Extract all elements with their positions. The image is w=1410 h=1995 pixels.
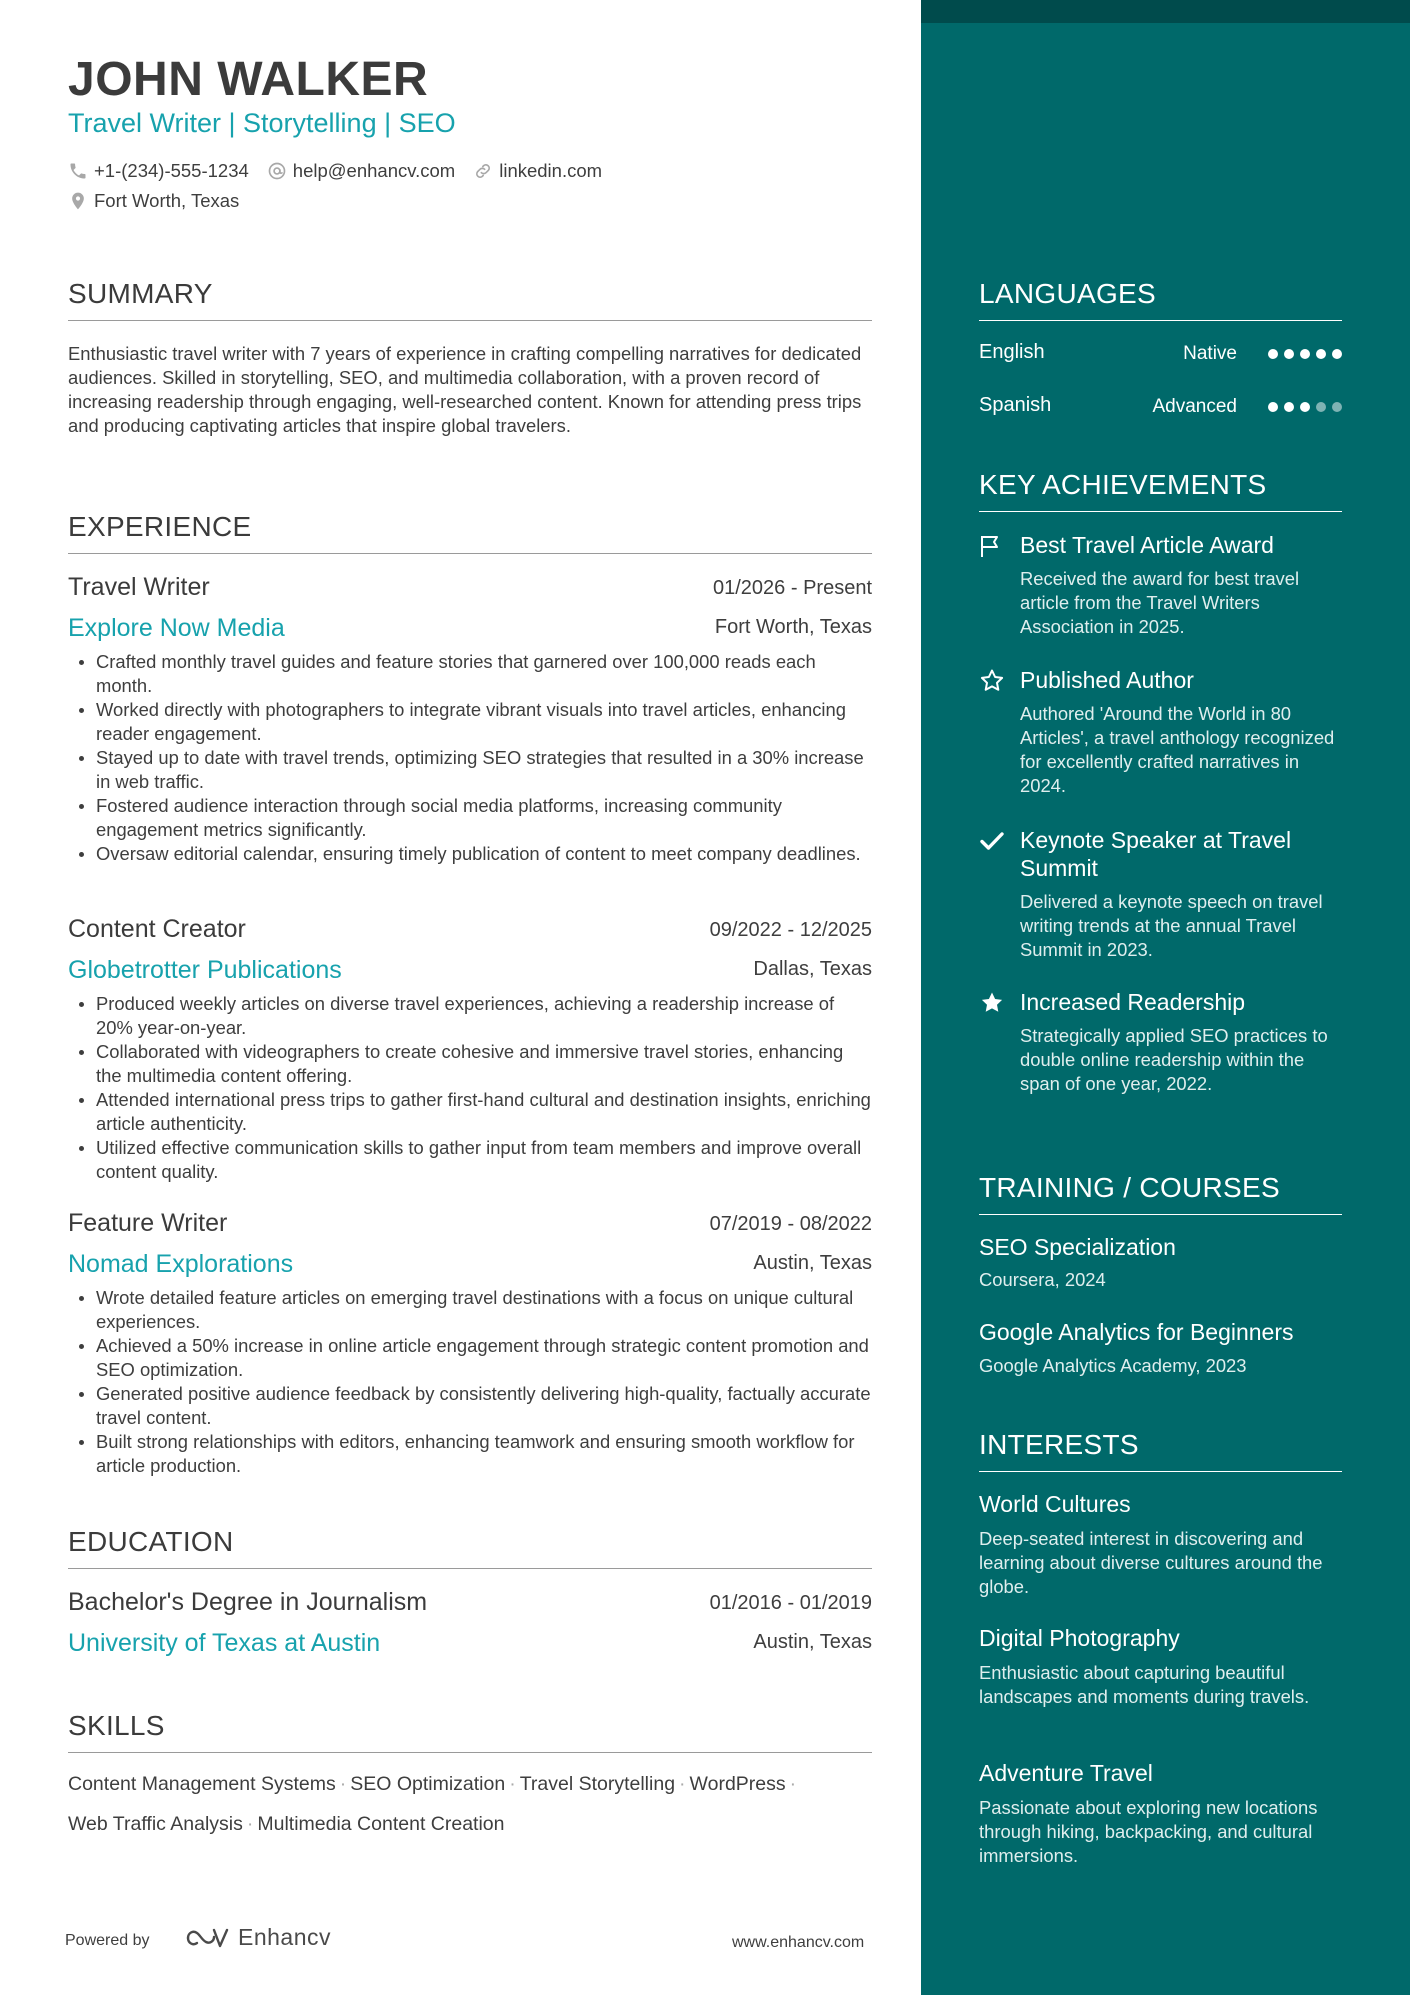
at-icon: [267, 161, 287, 181]
skill-tag: Web Traffic Analysis: [68, 1813, 243, 1835]
phone-text: +1-(234)-555-1234: [94, 160, 249, 181]
job-company: Nomad Explorations: [68, 1250, 294, 1278]
candidate-name: JOHN WALKER: [68, 53, 429, 106]
rating-dot-filled: [1332, 349, 1342, 359]
location-pin-icon: [68, 191, 88, 211]
flag-icon: [979, 533, 1005, 559]
achievement-title: Increased Readership: [1020, 989, 1246, 1015]
footer-url[interactable]: www.enhancv.com: [732, 1934, 865, 1951]
link-icon: [473, 161, 493, 181]
training-heading: TRAINING / COURSES: [979, 1172, 1342, 1215]
bullet-item: Fostered audience interaction through social media platforms, increasing community engagement metrics significantly.: [68, 794, 872, 842]
bullet-item: Crafted monthly travel guides and feature stories that garnered over 100,000 reads each month.: [68, 650, 872, 698]
bullet-item: Built strong relationships with editors, enhancing teamwork and ensuring smooth workflow for article production.: [68, 1430, 872, 1478]
job-location: Dallas, Texas: [753, 958, 872, 980]
skill-tag: Multimedia Content Creation: [257, 1813, 505, 1835]
bullet-item: Collaborated with videographers to create cohesive and immersive travel stories, enhancing the multimedia content offering.: [68, 1040, 872, 1088]
language-row: [979, 341, 1342, 367]
education-dates: 01/2016 - 01/2019: [709, 1592, 872, 1614]
bullet-item: Achieved a 50% increase in online article engagement through strategic content promotion and SEO optimization.: [68, 1334, 872, 1382]
interest-desc: Deep-seated interest in discovering and learning about diverse cultures around the globe.: [979, 1528, 1323, 1597]
rating-dot-filled: [1268, 402, 1278, 412]
experience-heading: EXPERIENCE: [68, 511, 872, 554]
star-outline-icon: [979, 668, 1005, 694]
course-provider: Google Analytics Academy, 2023: [979, 1355, 1247, 1376]
achievement-title: Published Author: [1020, 667, 1194, 693]
contact-row-2: [68, 190, 239, 212]
job-dates: 09/2022 - 12/2025: [709, 919, 872, 941]
skill-tag: SEO Optimization: [350, 1773, 506, 1795]
sidebar-top-bar: [921, 0, 1410, 23]
achievements-heading: KEY ACHIEVEMENTS: [979, 469, 1342, 512]
enhancv-logo-icon: [184, 1925, 232, 1951]
course-title: SEO Specialization: [979, 1234, 1176, 1260]
skill-tag: Travel Storytelling: [519, 1773, 676, 1795]
enhancv-brand: Enhancv: [238, 1924, 332, 1950]
job-bullets: [68, 992, 872, 1184]
achievement-title: Keynote Speaker at Travel Summit: [1020, 827, 1292, 881]
summary-text: Enthusiastic travel writer with 7 years of experience in crafting compelling narratives for dedicated audiences. Skilled in storytelling, SEO, and multimedia collaboration, with a proven record of increasing readership through engaging, well-researched content. Known for attending press trips and producing captivating articles that inspire global travelers.: [68, 343, 862, 436]
language-rating: [1268, 349, 1342, 359]
rating-dot-empty: [1332, 402, 1342, 412]
job-bullets: [68, 1286, 872, 1478]
summary-heading: SUMMARY: [68, 278, 872, 321]
linkedin-text: linkedin.com: [499, 160, 603, 181]
job-title: Content Creator: [68, 915, 246, 943]
interest-title: Adventure Travel: [979, 1760, 1153, 1786]
rating-dot-empty: [1316, 402, 1326, 412]
course-provider: Coursera, 2024: [979, 1269, 1106, 1290]
skill-tag: Content Management Systems: [68, 1773, 336, 1795]
rating-dot-filled: [1284, 349, 1294, 359]
job-dates: 07/2019 - 08/2022: [709, 1213, 872, 1235]
bullet-item: Generated positive audience feedback by consistently delivering high-quality, factually accurate travel content.: [68, 1382, 872, 1430]
phone-icon: [68, 161, 88, 181]
rating-dot-filled: [1316, 349, 1326, 359]
interest-desc: Enthusiastic about capturing beautiful landscapes and moments during travels.: [979, 1662, 1310, 1707]
contact-row-1: [68, 160, 602, 182]
language-level: Native: [1183, 343, 1237, 364]
rating-dot-filled: [1284, 402, 1294, 412]
contact-location: [68, 190, 239, 212]
email-text: help@enhancv.com: [292, 160, 456, 181]
powered-by-label: Powered by: [65, 1932, 150, 1949]
interest-title: Digital Photography: [979, 1625, 1180, 1651]
checkmark-icon: [979, 828, 1005, 854]
contact-phone[interactable]: [68, 160, 249, 182]
bullet-item: Oversaw editorial calendar, ensuring timely publication of content to meet company deadlines.: [68, 842, 872, 866]
school-location: Austin, Texas: [753, 1631, 872, 1653]
star-filled-icon: [979, 990, 1005, 1016]
interest-desc: Passionate about exploring new locations through hiking, backpacking, and cultural immersions.: [979, 1797, 1318, 1866]
skills-heading: SKILLS: [68, 1710, 872, 1753]
language-rating: [1268, 402, 1342, 412]
skill-tag: WordPress: [689, 1773, 786, 1795]
achievement-desc: Received the award for best travel article from the Travel Writers Association in 2025.: [1020, 568, 1300, 637]
bullet-item: Stayed up to date with travel trends, optimizing SEO strategies that resulted in a 30% increase in web traffic.: [68, 746, 872, 794]
job-location: Austin, Texas: [753, 1252, 872, 1274]
achievement-title: Best Travel Article Award: [1020, 532, 1274, 558]
achievement-desc: Strategically applied SEO practices to double online readership within the span of one year, 2022.: [1020, 1025, 1328, 1094]
interest-title: World Cultures: [979, 1491, 1131, 1517]
job-bullets: [68, 650, 872, 866]
language-name: English: [979, 341, 1045, 363]
degree-title: Bachelor's Degree in Journalism: [68, 1588, 428, 1616]
bullet-item: Attended international press trips to gather first-hand cultural and destination insights, enriching article authenticity.: [68, 1088, 872, 1136]
sidebar: [921, 0, 1410, 1995]
job-company: Explore Now Media: [68, 614, 285, 642]
bullet-item: Worked directly with photographers to integrate vibrant visuals into travel articles, enhancing reader engagement.: [68, 698, 872, 746]
job-location: Fort Worth, Texas: [714, 616, 872, 638]
skills-line-2: Web Traffic Analysis · Multimedia Content Creation: [68, 1813, 505, 1835]
job-title: Travel Writer: [68, 573, 210, 601]
rating-dot-filled: [1268, 349, 1278, 359]
bullet-item: Utilized effective communication skills to gather input from team members and improve overall content quality.: [68, 1136, 872, 1184]
language-level: Advanced: [1152, 396, 1237, 417]
rating-dot-filled: [1300, 349, 1310, 359]
candidate-headline: Travel Writer | Storytelling | SEO: [68, 108, 456, 138]
language-row: [979, 394, 1342, 420]
achievement-desc: Authored 'Around the World in 80 Articles', a travel anthology recognized for excellently crafted narratives in 2024.: [1020, 703, 1335, 796]
location-text: Fort Worth, Texas: [94, 190, 240, 211]
job-company: Globetrotter Publications: [68, 956, 342, 984]
contact-linkedin[interactable]: [473, 160, 602, 182]
school-name: University of Texas at Austin: [68, 1629, 381, 1657]
course-title: Google Analytics for Beginners: [979, 1319, 1294, 1345]
contact-email[interactable]: [267, 160, 455, 182]
bullet-item: Produced weekly articles on diverse travel experiences, achieving a readership increase of 20% year-on-year.: [68, 992, 872, 1040]
interests-heading: INTERESTS: [979, 1429, 1342, 1472]
languages-heading: LANGUAGES: [979, 278, 1342, 321]
job-dates: 01/2026 - Present: [713, 577, 872, 599]
language-name: Spanish: [979, 394, 1052, 416]
enhancv-logo[interactable]: [184, 1924, 331, 1951]
job-title: Feature Writer: [68, 1209, 228, 1237]
bullet-item: Wrote detailed feature articles on emerging travel destinations with a focus on unique cultural experiences.: [68, 1286, 872, 1334]
skills-line-1: Content Management Systems · SEO Optimization · Travel Storytelling · WordPress ·: [68, 1773, 797, 1795]
rating-dot-filled: [1300, 402, 1310, 412]
achievement-desc: Delivered a keynote speech on travel writing trends at the annual Travel Summit in 2023.: [1020, 891, 1323, 960]
education-heading: EDUCATION: [68, 1526, 872, 1569]
